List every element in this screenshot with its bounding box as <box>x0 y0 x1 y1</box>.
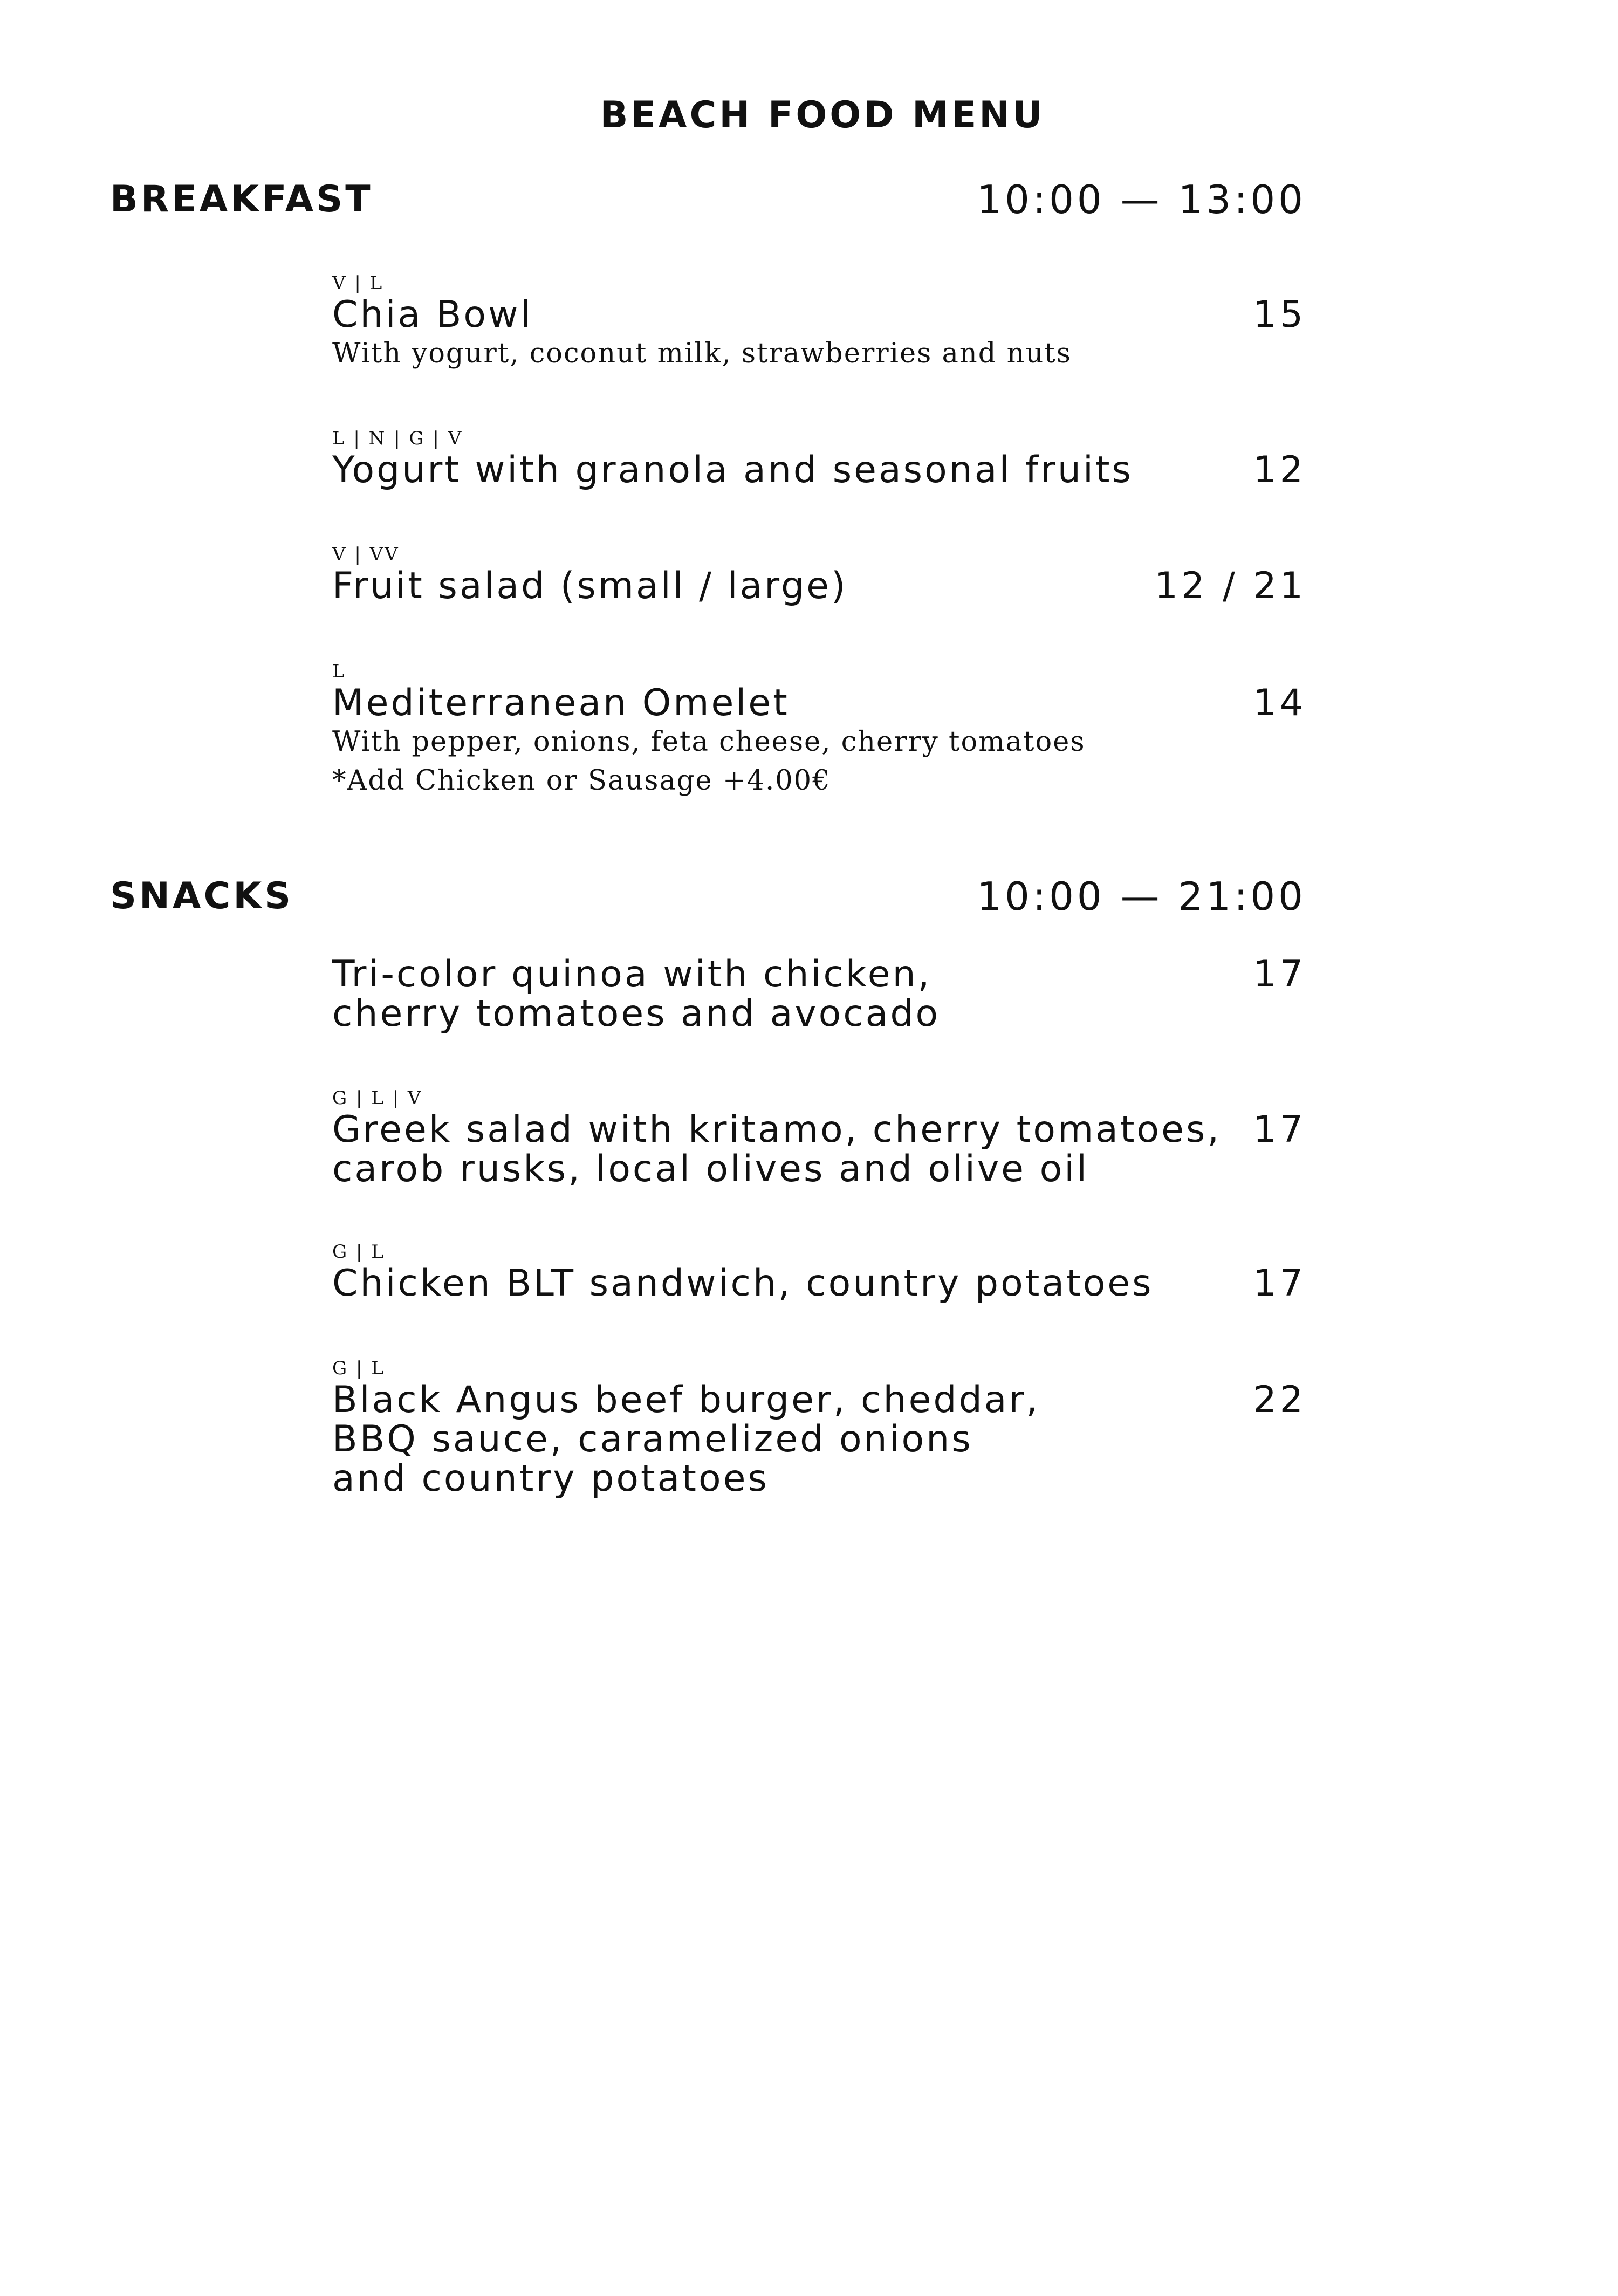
item-description: With yogurt, coconut milk, strawberries and nuts <box>332 338 1072 369</box>
item-price: 12 / 21 <box>1154 565 1306 607</box>
menu-item-fruit-salad <box>332 543 1306 606</box>
item-description: With pepper, onions, feta cheese, cherry tomatoes <box>332 726 1086 758</box>
dietary-tags: L | N | G | V <box>332 428 463 449</box>
item-name: Mediterranean Omelet <box>332 682 790 724</box>
dietary-tags: L <box>332 661 346 682</box>
dietary-tags: G | L <box>332 1358 385 1379</box>
menu-title: BEACH FOOD MENU <box>600 94 1045 136</box>
menu-item-angus-burger <box>332 1356 1306 1498</box>
item-price: 14 <box>1253 682 1306 724</box>
item-price: 17 <box>1253 1262 1306 1305</box>
dietary-tags: G | L <box>332 1241 385 1263</box>
section-hours: 10:00 — 13:00 <box>977 177 1306 222</box>
item-note: *Add Chicken or Sausage +4.00€ <box>332 765 831 797</box>
dietary-tags: V | VV <box>332 544 400 565</box>
menu-item-chicken-blt <box>332 1240 1306 1303</box>
section-title: BREAKFAST <box>110 178 373 221</box>
menu-item-greek-salad <box>332 1086 1306 1189</box>
section-header-breakfast <box>110 178 1306 221</box>
dietary-tags: G | L | V <box>332 1087 423 1109</box>
item-price: 15 <box>1253 293 1306 336</box>
item-name: Fruit salad (small / large) <box>332 565 848 607</box>
item-price: 12 <box>1253 449 1306 491</box>
item-name: Tri-color quinoa with chicken, cherry tomatoes and avocado <box>332 953 941 1035</box>
item-name: Chicken BLT sandwich, country potatoes <box>332 1262 1154 1305</box>
section-header-snacks <box>110 875 1306 918</box>
item-price: 17 <box>1253 953 1306 996</box>
menu-item-mediterranean-omelet <box>332 660 1306 800</box>
item-price: 22 <box>1253 1379 1306 1421</box>
section-hours: 10:00 — 21:00 <box>977 874 1306 919</box>
section-title: SNACKS <box>110 875 294 917</box>
dietary-tags: V | L <box>332 272 384 294</box>
menu-item-quinoa <box>332 955 1306 1033</box>
item-name: Yogurt with granola and seasonal fruits <box>332 449 1133 491</box>
menu-item-chia-bowl <box>332 271 1306 373</box>
item-name: Black Angus beef burger, cheddar, BBQ sauce, caramelized onions and country potatoes <box>332 1379 1040 1500</box>
item-name: Greek salad with kritamo, cherry tomatoes, carob rusks, local olives and olive oil <box>332 1108 1221 1190</box>
item-price: 17 <box>1253 1108 1306 1151</box>
menu-item-yogurt-granola <box>332 427 1306 490</box>
item-name: Chia Bowl <box>332 293 533 336</box>
